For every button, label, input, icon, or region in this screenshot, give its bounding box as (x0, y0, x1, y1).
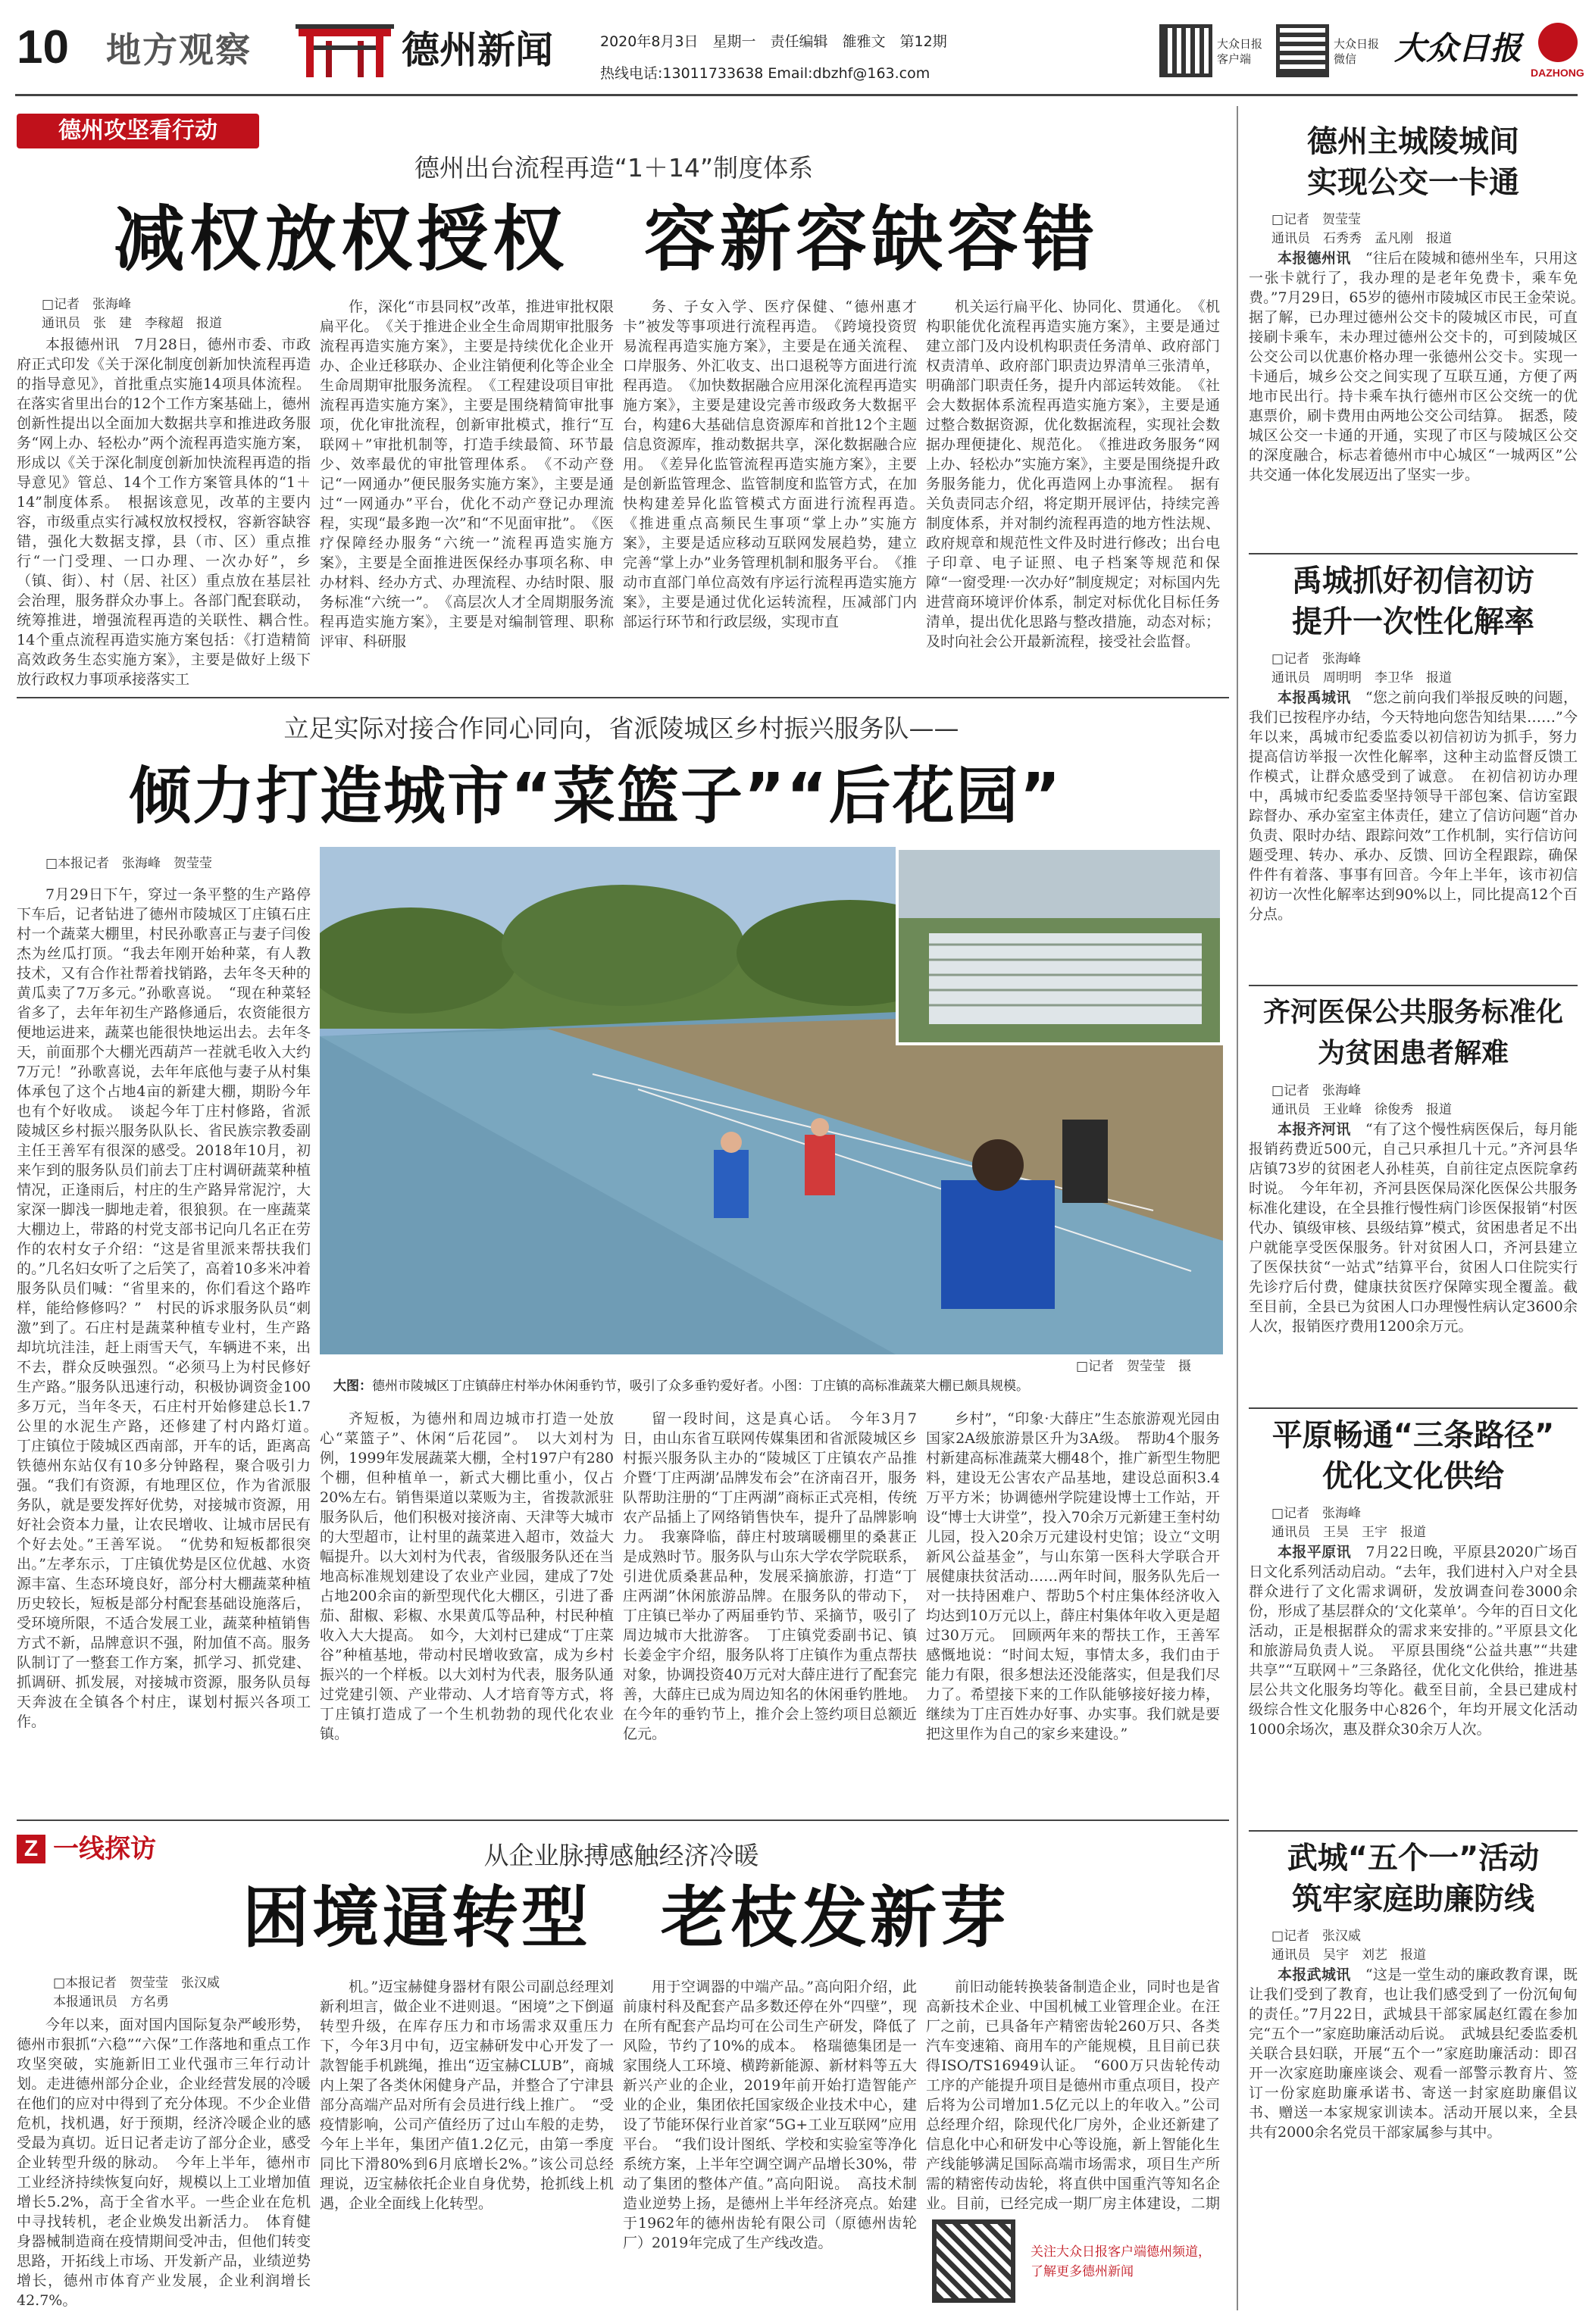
section-banner-top (17, 114, 259, 148)
sidebar-lead: 本报禹城讯 (1278, 689, 1351, 706)
divider (1249, 985, 1578, 986)
story3-col-1: 今年以来，面对国内国际复杂严峻形势，德州市狠抓“六稳”“六保”工作落地和重点工作攻坚突破，实施新旧工业代强市三年行动计划。走进德州部分企业，企业经营发展的冷暖在他们的应对中得到了充分体现。不少企业借危机，找机遇，好于预期，经济冷暖企业的感受最为真切。近日记者走访了部分企业，感受企业转型升级的脉动。 今年上半年，德州市工业经济持续恢复向好，规模以上工业增加值增长5.2%，高于全省水平。一些企业在危机中寻找转机，老企业焕发出新活力。 体育健身器械制造商在疫情期间受冲击，但他们转变思路，开拓线上市场、开发新产品，业绩逆势增长，德州市体育产业发展，企业利润增长42.7%。 (17, 2016, 311, 2309)
qr2-label: 大众日报微信 (1334, 37, 1380, 66)
sidebar-title: 武城“五个一”活动 筑牢家庭助廉防线 (1287, 1841, 1540, 1916)
sidebar-body (1249, 248, 1578, 485)
section-banner-bottom (17, 1832, 191, 1868)
sidebar-lead: 本报武城讯 (1278, 1966, 1351, 1983)
story2-col-2: 齐短板，为德州和周边城市打造一处放心“菜篮子”、休闲“后花园”。 以大刘村为例，1999年发展蔬菜大棚，全村197户有280个棚，但种植单一，新式大棚比重小，仅占20%左右。销售渠道以菜贩为主，省拨款派驻服务队后，他们积极对接济南、天津等大城市的大型超市，让村里的蔬菜进入超市，效益大幅提升。以大刘村为代表，省级服务队还在当地高标准规划建设了农业产业园，建成了7处占地200余亩的新型现代化大棚区，引进了番茄、甜椒、彩椒、水果黄瓜等品种，村民种植收入大大提高。 如今，大刘村已建成“丁庄菜谷”种植基地，带动村民增收致富，成为乡村振兴的一个样板。以大刘村为代表，服务队通过党建引领、产业带动、人才培育等方式，将丁庄镇打造成了一个生机勃勃的现代化农业镇。 (320, 1410, 614, 1742)
sidebar-title: 禹城抓好初信初访 提升一次性化解率 (1292, 564, 1534, 639)
story3-col-4: 前旧动能转换装备制造企业，同时也是省高新技术企业、中国机械工业管理企业。在汪厂之前，已具备年产精密齿轮260万只、各类汽车变速箱、商用车的产能规模，且目前已获得ISO/TS16949认证。 “600万只齿轮传动工序的产能提升项目是德州市重点项目，投产后将为公司增加1.5亿元以上的年收入。”公司总经理介绍，除现代化厂房外，企业还新建了信息化中心和研发中心等设施，新上智能化生产线能够满足国际高端市场需求，项目生产所需的精密传动齿轮，将直供中国重汽等知名企业。目前，已经完成一期厂房主体建设，二期 (926, 1979, 1220, 2212)
sidebar-lead: 本报平原讯 (1278, 1544, 1352, 1560)
banner-bottom-text: 一线探访 (53, 1834, 156, 1864)
story1-col-2: 作，深化“市县同权”改革，推进审批权限扁平化。 《关于推进企业全生命周期审批服务流程再造实施方案》，主要是持续优化企业开办、企业迁移联办、企业注销便利化等企业全生命周期审批服务流程。 《工程建设项目审批流程再造实施方案》，主要是围绕精简审批事项，优化审批流程，创新审批模式，推行“互联网＋”审批机制等，打造手续最简、环节最少、效率最优的审批管理体系。 《不动产登记“一网通办”便民服务实施方案》，主要是通过“一网通办”平台，优化不动产登记办理流程，实现“最多跑一次”和“不见面审批”。 《医疗保障经办服务“六统一”流程再造实施方案》，主要是全面推进医保经办事项名称、申办材料、经办方式、办理流程、办结时限、服务标准“六统一”。 《高层次人才全周期服务流程再造实施方案》，主要是对编制管理、职称评审、科研服 (320, 298, 614, 650)
story3-title: 困境逼转型 老枝发新芽 (242, 1879, 1010, 1957)
story1-col-4: 机关运行扁平化、协同化、贯通化。 《机构职能优化流程再造实施方案》，主要是通过建立部门及内设机构职责任务清单、政府部门权责清单、政府部门职责边界清单三张清单，明确部门职责任务，提升内部运转效能。 《社会大数据体系流程再造实施方案》，主要是通过整合数据资源，优化数据流程，实现社会数据办理便捷化、规范化。 《推进政务服务“网上办、轻松办”实施方案》，主要是围绕提升政务服务能力，优化再造网上办事流程。 据有关负责同志介绍，将定期开展评估，持续完善制度体系，并对制约流程再造的地方性法规、政府规章和规范性文件及时进行修改；出台电子印章、电子证照、电子档案等规范和保障“一窗受理·一次办好”制度规定；对标国内先进营商环境评价体系，制定对标优化目标任务清单，提出优化思路与整改措施，动态对标；及时向社会公开最新流程，接受社会监督。 (926, 298, 1220, 650)
newspaper-logo-icon (1538, 23, 1578, 62)
divider (1249, 553, 1578, 554)
section-name: 地方观察 (106, 30, 252, 70)
banner-top-text: 德州攻坚看行动 (58, 117, 217, 144)
sidebar-story-2 (1249, 561, 1578, 977)
logo-sub: DAZHONG (1531, 67, 1584, 79)
qr-code-icon (1159, 24, 1212, 77)
story3-col-3: 用于空调器的中端产品。”高向阳介绍，此前康村科及配套产品多数还停在外“四壁”，现在所有配套产品均可在公司生产研发，降低了风险，节约了10%的成本。 格瑞德集团是一家围绕人工环境、横跨新能源、新材料等五大新兴产业的企业，2019年前开始打造智能产业的企业，集团依托国家级企业技术中心，建设了节能环保行业首家“5G+工业互联网”应用平台。 “我们设计图纸、学校和实验室等净化系统方案，上半年空调空调产品增长30%，带动了集团的整体产值。”高向阳说。 高技术制造业逆势上扬，是德州上半年经济亮点。始建于1962年的德州齿轮有限公司（原德州齿轮厂）2019年完成了生产线改造。 (623, 1979, 917, 2251)
main-photo (320, 847, 1223, 1354)
sidebar-body (1249, 1120, 1578, 1336)
qr1-label: 大众日报客户端 (1217, 37, 1263, 66)
story1-title: 减权放权授权 容新容缺容错 (114, 198, 1099, 281)
story1-byline2: 通讯员 张 建 李稼超 报道 (42, 316, 222, 331)
story1-byline (42, 295, 292, 333)
sidebar-byline2: 通讯员 吴宇 刘艺 报道 (1271, 1948, 1426, 1963)
sidebar-story-4 (1249, 1415, 1578, 1824)
sidebar-text: “这是一堂生动的廉政教育课，既让我们受到了教育，也让我们感受到了一份沉甸甸的责任。”7月22日，武城县干部家属赵红霞在参加完“五个一”家庭助廉活动后说。 武城县纪委监委机关联合县妇联，开展“五个一”家庭助廉活动：即召开一次家庭助廉座谈会、观看一部警示教育片、签订一份家庭助廉承诺书、寄送一封家庭助廉倡议书、赠送一本家规家训读本。活动开展以来，全县共有2000余名党员干部家属参与其中。 (1249, 1966, 1578, 2141)
sidebar-text: 7月22日晚，平原县2020广场百日文化系列活动启动。“去年，我们进村入户对全县群众进行了文化需求调研，发放调查问卷3000余份，形成了基层群众的‘文化菜单’。今年的百日文化活动，正是根据群众的需求来安排的。”平原县文化和旅游局负责人说。 平原县围绕“公益共惠”“共建共享”“互联网＋”三条路径，优化文化供给，推进基层公共文化服务均等化。截至目前，全县已建成村级综合性文化服务中心826个，年均开展文化活动1000余场次，惠及群众30余万人次。 (1249, 1544, 1578, 1738)
story3-col-2: 机。”迈宝赫健身器材有限公司副总经理刘新利坦言，做企业不进则退。“困境”之下倒逼转型升级，在库存压力和市场需求双重压力下，今年3月中旬，迈宝赫研发中心开发了一款智能手机跳绳，推出“迈宝赫CLUB”，商城内上架了各类休闲健身产品，并整合了宁津县部分高端产品对所有会员进行线上推广。 “受疫情影响，公司产值经历了过山车般的走势，今年上半年，集团产值1.2亿元，由第一季度同比下滑80%到6月底增长2%。”该公司总经理说，迈宝赫依托企业自身优势，抢抓线上机遇，企业全面线上化转型。 (320, 1979, 614, 2212)
story2-kicker: 立足实际对接合作同心同向，省派陵城区乡村振兴服务队—— (283, 714, 959, 743)
sidebar-divider (1237, 106, 1238, 2310)
sidebar-body (1249, 1542, 1578, 1739)
divider (1249, 1407, 1578, 1409)
sidebar-body (1249, 688, 1578, 924)
sidebar-title: 德州主城陵城间 实现公交一卡通 (1307, 124, 1519, 200)
sidebar-text: “往后在陵城和德州坐车，只用这一张卡就行了，我办理的是老年免费卡，乘车免费。”7月29日，65岁的德州市陵城区市民王金荣说。 据了解，已办理过德州公交卡的陵城区市民，可直接刷卡乘车，未办理过德州公交卡的，可到陵城区公交公司以优惠价格办理一张德州公交卡。实现一卡通后，城乡公交之间实现了互联互通，方便了两地市民出行。持卡乘车执行德州市区公交统一的优惠票价，刷卡费用由两地公交公司结算。 据悉，陵城区公交一卡通的开通，实现了市区与陵城区公交的深度融合，标志着德州市中心城区“一城两区”公共交通一体化发展迈出了坚实一步。 (1249, 250, 1578, 483)
story2-col-4: 乡村”，“印象·大薛庄”生态旅游观光园由国家2A级旅游景区升为3A级。 帮助4个服务村新建高标准蔬菜大棚48个，推广新型生物肥料，建设无公害农产品基地，建设总面积3.4万平方米；协调德州学院建设博士工作站，开设“博士大讲堂”，投入70余万元新建王奎村幼儿园，投入20余万元建设村史馆；设立“文明新风公益基金”，与山东第一医科大学联合开展健康扶贫活动……两年时间，服务队先后一对一扶持困难户、帮助5个村庄集体经济收入均达到10万元以上，薛庄村集体年收入更是超过30万元。 回顾两年来的帮扶工作，王善军感慨地说：“时间太短，事情太多，我们由于能力有限，很多想法还没能落实，但是我们尽力了。希望接下来的工作队能够接好接力棒，继续为丁庄百姓办好事、办实事。我们就是要把这里作为自己的家乡来建设。” (926, 1410, 1220, 1742)
sidebar-byline1: □记者 张海峰 (1271, 651, 1362, 667)
sidebar-story-5 (1249, 1838, 1578, 2315)
gate-icon (296, 23, 394, 77)
sidebar-lead: 本报齐河讯 (1278, 1121, 1351, 1138)
inset-photo (896, 847, 1223, 1045)
story1-col-1: 本报德州讯 7月28日，德州市委、市政府正式印发《关于深化制度创新加快流程再造的指导意见》，首批重点实施14项具体流程。在落实省里出台的12个工作方案基础上，德州创新性提出以全面加大数据共享和推进政务服务“网上办、轻松办”两个流程再造实施方案，形成以《关于深化制度创新加快流程再造的指导意见》管总、14个工作方案管具体的“1＋14”制度体系。 根据该意见，改革的主要内容，市级重点实行减权放权授权，容新容缺容错，强化大数据支撑，县（市、区）重点推行“一门受理、一口办理、一次办好”，乡（镇、街）、村（居、社区）重点放在基层社会治理，服务群众办事上。各部门配套联动，统筹推进，增强流程再造的关联性、耦合性。 14个重点流程再造实施方案包括：《打造精简高效政务生态实施方案》，主要是做好上级下放行政权力事项承接落实工 (17, 336, 311, 688)
sidebar-byline2: 通讯员 石秀秀 孟凡刚 报道 (1271, 231, 1452, 246)
sidebar-text: “您之前向我们举报反映的问题，我们已按程序办结，今天特地向您告知结果……”今年以来，禹城市纪委监委以初信初访为抓手，努力提高信访举报一次性化解率，这种主动监督反馈工作模式，让群众感受到了诚意。 在初信初访办理中，禹城市纪委监委坚持领导干部包案、信访室跟踪督办、承办室室主体责任，建立了信访问题“首办负责、限时办结、跟踪问效”工作机制，实行信访问题受理、转办、承办、反馈、回访全程跟踪，确保件件有着落、事事有回音。今年上半年，该市初信初访一次性化解率达到90%以上，同比提高12个百分点。 (1249, 689, 1578, 923)
story2-left-col: 7月29日下午，穿过一条平整的生产路停下车后，记者钻进了德州市陵城区丁庄镇石庄村一个蔬菜大棚里，村民孙歌喜正与妻子闫俊杰为丝瓜打顶。“我去年刚开始种菜，有人教技术，又有合作社帮着找销路，去年冬天种的黄瓜卖了7万多元。”孙歌喜说。 “现在种菜轻省多了，去年年初生产路修通后，农资能很方便地运进来，蔬菜也能很快地运出去。去年冬天，前面那个大棚光西葫芦一茬就毛收入大约7万元！”孙歌喜说，去年年底他与妻子从村集体承包了这个占地4亩的新建大棚，期盼今年也有个好收成。 谈起今年丁庄村修路，省派陵城区乡村振兴服务队队长、省民族宗教委副主任王善军有很深的感受。2018年10月，初来乍到的服务队员们前去丁庄村调研蔬菜种植情况，正逢雨后，村庄的生产路异常泥泞，大家深一脚浅一脚地走着，很狼狈。在一座蔬菜大棚边上，带路的村党支部书记向几名正在劳作的农村女子介绍：“这是省里派来帮扶我们的。”几名妇女听了之后笑了，高着10多米冲着服务队员们喊：“省里来的，你们看这个路咋样，能给修修吗？” 村民的诉求服务队员“刺激”到了。石庄村是蔬菜种植专业村，生产路却坑坑洼洼，赶上雨雪天气，车辆进不来，出不去，群众反映强烈。“必须马上为村民修好生产路。”服务队迅速行动，积极协调资金100多万元，当年冬天，石庄村开始修建总长1.7公里的水泥生产路，还修建了村内路灯道。 丁庄镇位于陵城区西南部，开车的话，距离高铁德州东站仅有10多分钟路程，聚合吸引力强。“我们有资源，有地理区位，作为省派服务队，就是要发挥好优势，对接城市资源，用好社会资本力量，让农民增收、让城市居民有个好去处。”王善军说。 “优势和短板都很突出。”左孝东示，丁庄镇优势是区位优越、水资源丰富、生态环境良好，部分村大棚蔬菜种植历史较长，短板是部分村配套基础设施落后，受环境所限，不适合发展工业，蔬菜种植销售方式不新，品牌意识不强，附加值不高。服务队制订了一整套工作方案，抓学习、抓党建、抓调研、抓发展，对接城市资源，服务队员每天奔波在全镇各个村庄，谋划村振兴各项工作。 (17, 886, 311, 1730)
divider (17, 1820, 1229, 1821)
sidebar-byline1: □记者 张汉威 (1271, 1929, 1362, 1944)
story3-byline1: □本报记者 贺莹莹 张汉威 (53, 1976, 221, 1991)
sidebar-byline2: 通讯员 王业峰 徐俊秀 报道 (1271, 1102, 1452, 1117)
hotline: 热线电话:13011733638 Email:dbzhf@163.com (600, 65, 930, 82)
story2-byline: □本报记者 张海峰 贺莹莹 (45, 856, 213, 871)
sidebar-byline1: □记者 张海峰 (1271, 1506, 1362, 1521)
sidebar-title: 平原畅通“三条路径” 优化文化供给 (1271, 1418, 1555, 1494)
sidebar-lead: 本报德州讯 (1278, 250, 1351, 267)
sidebar-byline1: □记者 贺莹莹 (1271, 212, 1362, 227)
story3-byline2: 本报通讯员 方名勇 (53, 1994, 169, 2010)
photo-caption (333, 1377, 1220, 1395)
divider (1249, 1830, 1578, 1832)
sidebar-body (1249, 1965, 1578, 2142)
sidebar-title: 齐河医保公共服务标准化 为贫困患者解难 (1262, 997, 1563, 1069)
story1-byline1: □记者 张海峰 (42, 297, 132, 312)
divider (17, 697, 1229, 698)
sidebar-story-3 (1249, 992, 1578, 1401)
story1-col-3: 务、子女入学、医疗保健、“德州惠才卡”被发等事项进行流程再造。 《跨境投资贸易流程再造实施方案》，主要是在通关流程、口岸服务、外汇收支、出口退税等方面进行流程再造。 《加快数据融合应用深化流程再造实施方案》，主要是建设完善市级政务大数据平台，构建6大基础信息资源库和首批12个主题信息资源库，推动数据共享，深化数据融合应用。 《差异化监管流程再造实施方案》，主要是创新监管理念、监管制度和监管方式，在加快构建差异化监管模式方面进行流程再造。 《推进重点高频民生事项“掌上办”实施方案》，主要是适应移动互联网发展趋势，建立完善“掌上办”业务管理机制和服务平台。 《推动市直部门单位高效有序运行流程再造实施方案》，主要是通过优化运转流程，压减部门内部运行环节和行政层级，实现市直 (623, 298, 917, 630)
story3-byline (53, 1974, 296, 2012)
qr-code-icon (1276, 24, 1329, 77)
masthead-rule (15, 94, 1578, 96)
story3-kicker: 从企业脉搏感触经济冷暖 (483, 1841, 759, 1870)
footer-qr-text: 关注大众日报客户端德州频道，了解更多德州新闻 (1031, 2244, 1211, 2279)
page-number: 10 (17, 21, 69, 73)
sidebar-text: “有了这个慢性病医保后，每月能报销药费近500元，自己只承担几十元。”齐河县华店镇73岁的贫困老人孙桂英，自前往定点医院拿药时说。 今年年初，齐河县医保局深化医保公共服务标准化建设，在全县推行慢性病门诊医保报销“村医代办、镇级审核、县级结算”模式，贫困患者足不出户就能享受医保服务。针对贫困人口，齐河县建立了医保扶贫“一站式”结算平台，贫困人口住院实行先诊疗后付费，健康扶贫医疗保障实现全覆盖。截至目前，全县已为贫困人口办理慢性病认定3600余人次，报销医疗费用1200余万元。 (1249, 1121, 1578, 1335)
caption-lead: 大图： (333, 1379, 372, 1394)
masthead (0, 0, 1592, 97)
caption-text: 德州市陵城区丁庄镇薛庄村举办休闲垂钓节，吸引了众多垂钓爱好者。小图：丁庄镇的高标准蔬菜大棚已颇具规模。 (372, 1379, 1029, 1394)
sidebar-story-1 (1249, 121, 1578, 545)
story2-title: 倾力打造城市“菜篮子”“后花园” (129, 761, 1062, 832)
photo-credit: □记者 贺莹莹 摄 (1076, 1359, 1192, 1374)
sidebar-byline1: □记者 张海峰 (1271, 1083, 1362, 1098)
section-subname: 德州新闻 (402, 28, 553, 72)
banner-mark-icon: Z (17, 1835, 45, 1863)
qr-code-icon (932, 2219, 1015, 2303)
story2-col-3: 留一段时间，这是真心话。 今年3月7日，由山东省互联网传媒集团和省派陵城区乡村振兴服务队主办的“陵城区丁庄镇农产品推介暨‘丁庄两湖’品牌发布会”在济南召开，服务队帮助注册的“丁庄两湖”商标正式亮相，传统农产品插上了网络销售快车，提升了品牌影响力。 我寨降临，薛庄村玻璃暖棚里的桑葚正是成熟时节。服务队与山东大学农学院联系，引进优质桑葚品种，发展采摘旅游，打造“丁庄两湖”休闲旅游品牌。在服务队的带动下，丁庄镇已举办了两届垂钓节、采摘节，吸引了周边城市大批游客。 丁庄镇党委副书记、镇长姜金宇介绍，服务队将丁庄镇作为重点帮扶对象，协调投资40万元对大薛庄进行了配套完善，大薛庄已成为周边知名的休闲垂钓胜地。在今年的垂钓节上，推介会上签约项目总额近亿元。 (623, 1410, 917, 1742)
newspaper-logo: 大众日报 (1394, 30, 1522, 67)
sidebar-byline2: 通讯员 王昊 王宇 报道 (1271, 1525, 1426, 1540)
sidebar-byline2: 通讯员 周明明 李卫华 报道 (1271, 670, 1452, 686)
date-line: 2020年8月3日 星期一 责任编辑 雒雅文 第12期 (600, 33, 947, 50)
story1-kicker: 德州出台流程再造“1＋14”制度体系 (414, 153, 814, 183)
